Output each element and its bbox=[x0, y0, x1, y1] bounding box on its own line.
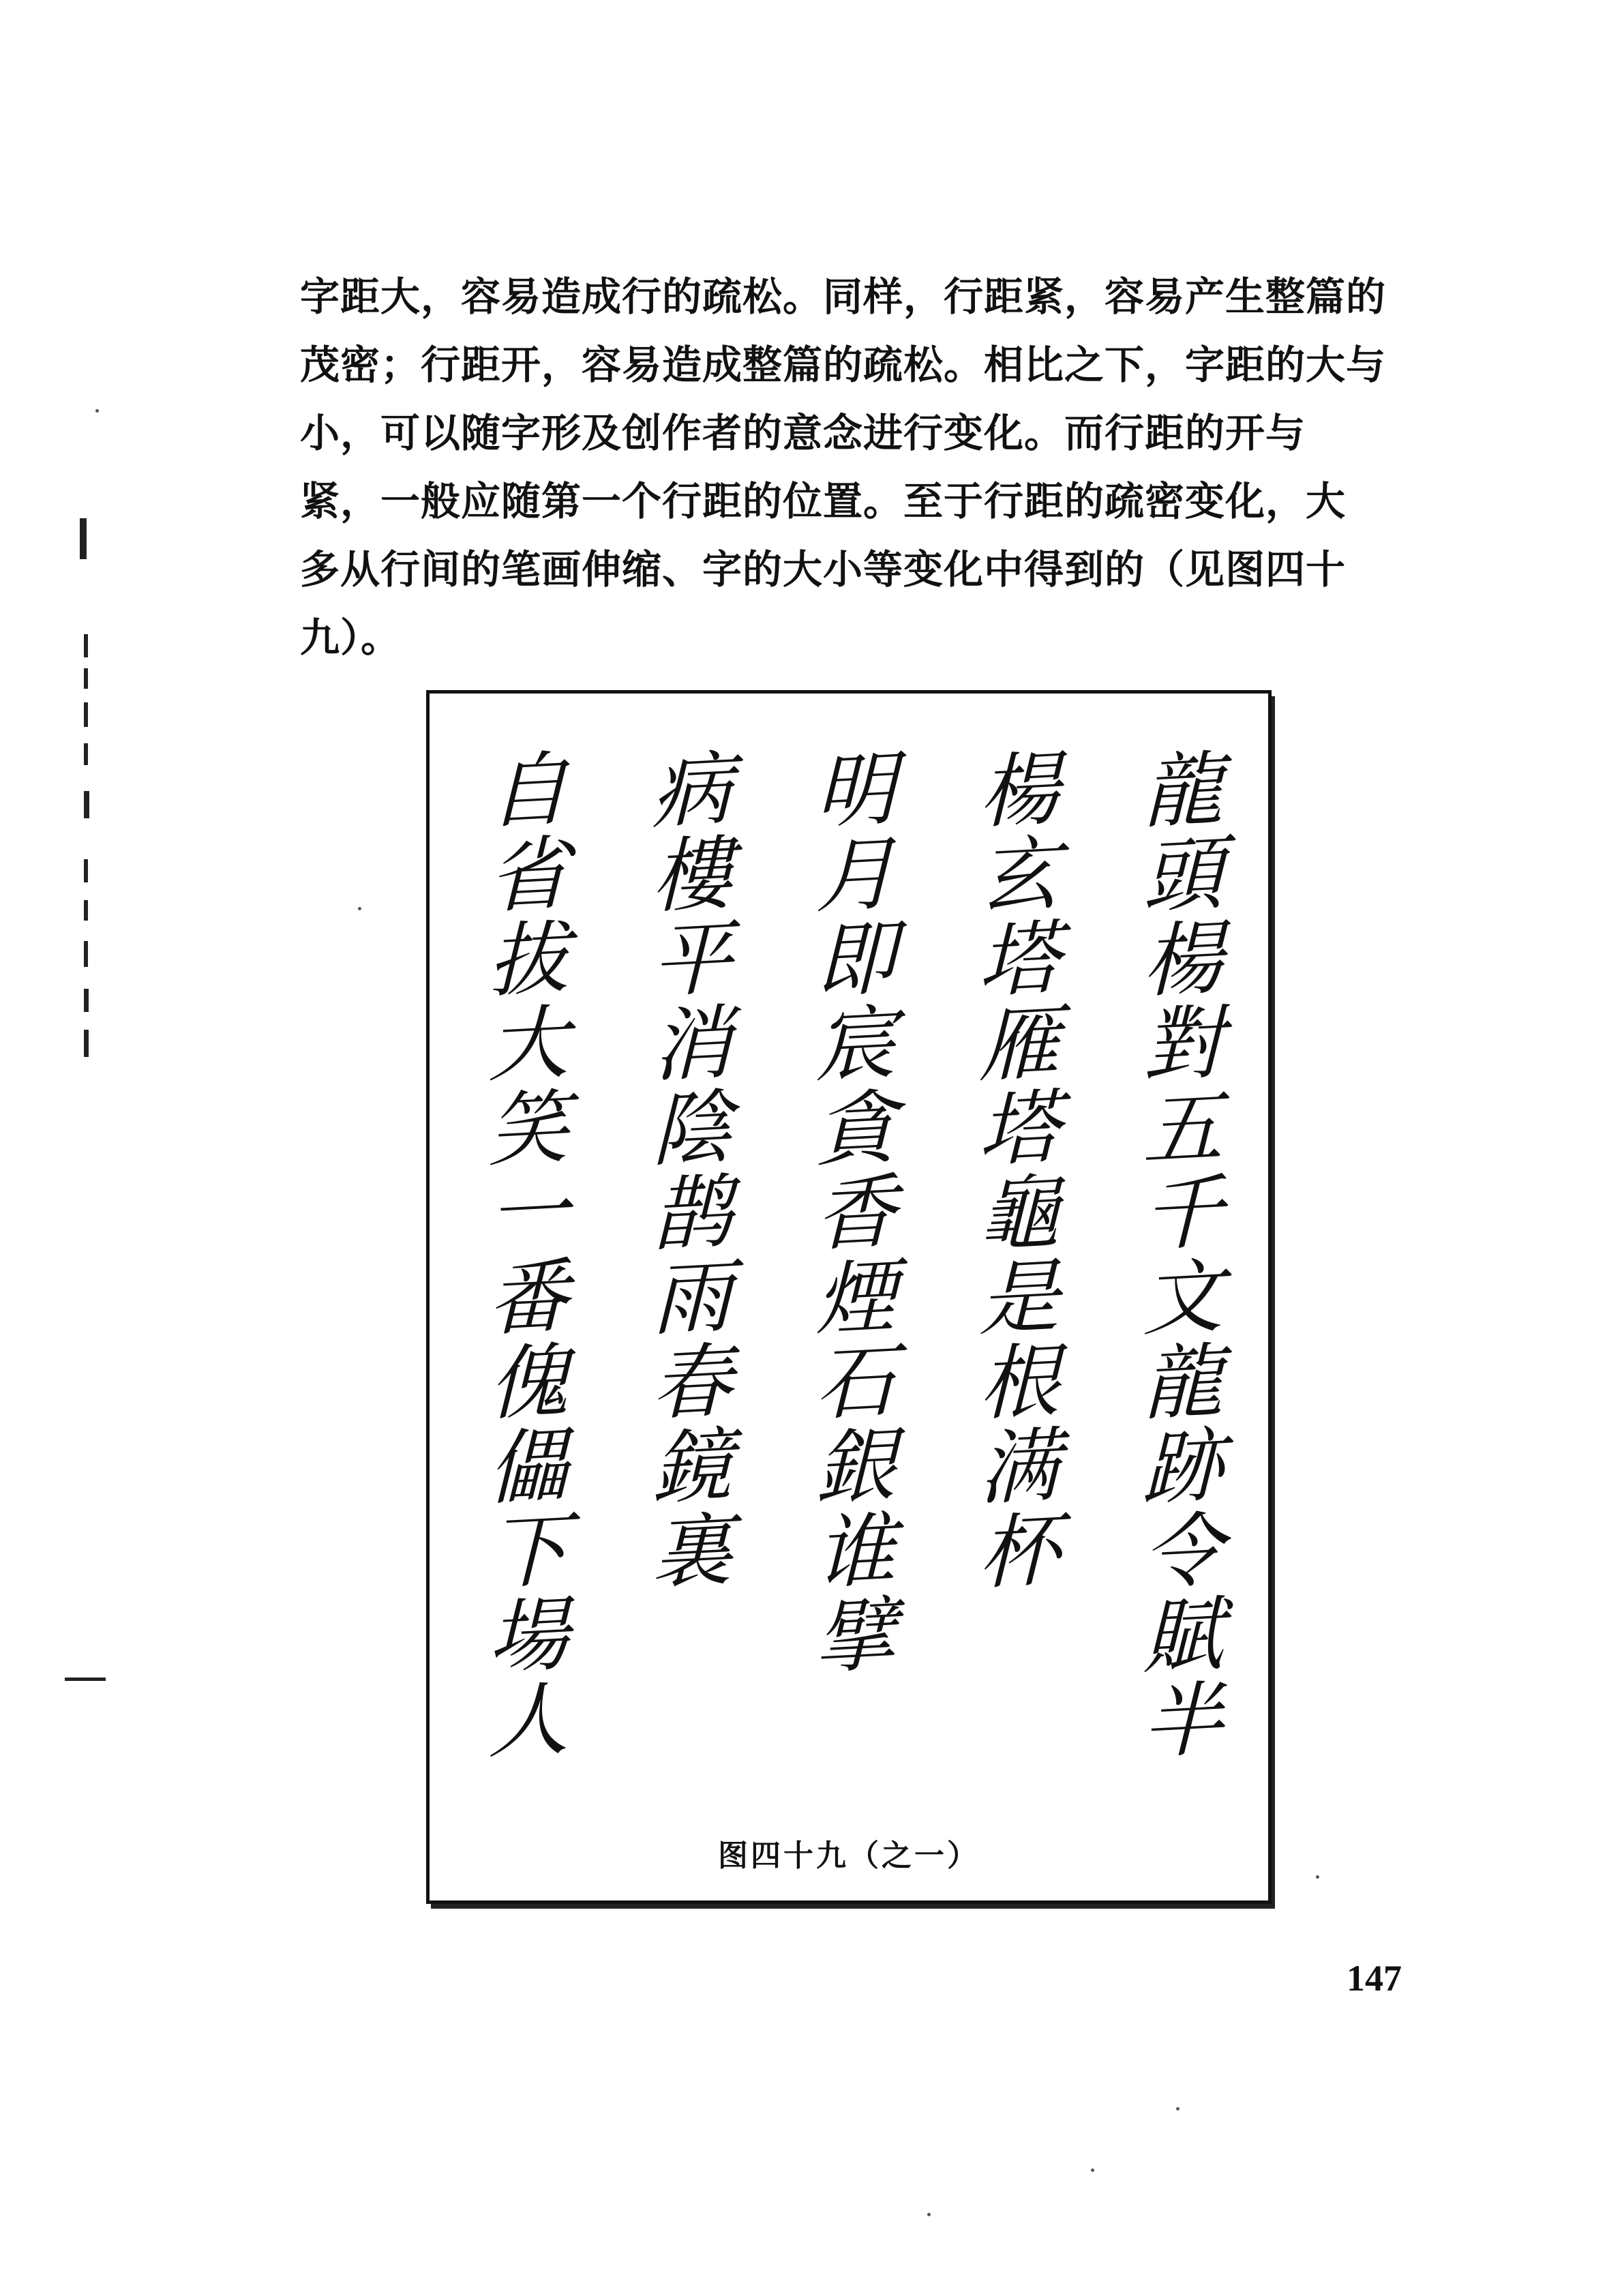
calligraphy-column: 自省拔大笑一番傀儡下場人 bbox=[475, 745, 569, 1765]
body-text bbox=[300, 263, 1459, 672]
body-line: 小，可以随字形及创作者的意念进行变化。而行距的开与 bbox=[300, 410, 1306, 456]
calligraphy-image bbox=[470, 745, 1227, 1785]
figure-frame bbox=[426, 690, 1272, 1904]
scan-speck bbox=[358, 907, 361, 910]
calligraphy-column: 病樓平消陰鹊雨春鏡裏 bbox=[638, 745, 732, 1596]
scan-margin-marks bbox=[65, 518, 106, 1678]
calligraphy-column: 龍頭楊對五千文龍跡令賦半 bbox=[1129, 745, 1223, 1765]
scan-speck bbox=[1176, 2107, 1180, 2111]
calligraphy-column: 明月即宸貪香煙石銀谁擘 bbox=[802, 745, 896, 1681]
body-line: 多从行间的笔画伸缩、字的大小等变化中得到的（见图四十 bbox=[300, 546, 1347, 593]
body-line: 茂密；行距开，容易造成整篇的疏松。相比之下，字距的大与 bbox=[300, 342, 1387, 388]
scan-speck bbox=[1316, 1875, 1319, 1879]
scan-speck bbox=[95, 409, 99, 413]
body-line: 字距大，容易造成行的疏松。同样，行距紧，容易产生整篇的 bbox=[300, 273, 1387, 320]
body-line: 九）。 bbox=[300, 614, 402, 661]
page-number: 147 bbox=[1347, 1958, 1402, 1999]
calligraphy-column: 楊玄塔雁塔龜是根满杯 bbox=[965, 745, 1060, 1596]
scan-speck bbox=[1091, 2168, 1094, 2172]
scan-speck bbox=[927, 2213, 931, 2216]
figure-caption: 图四十九（之一） bbox=[718, 1838, 980, 1873]
body-line: 紧，一般应随第一个行距的位置。至于行距的疏密变化，大 bbox=[300, 478, 1347, 524]
